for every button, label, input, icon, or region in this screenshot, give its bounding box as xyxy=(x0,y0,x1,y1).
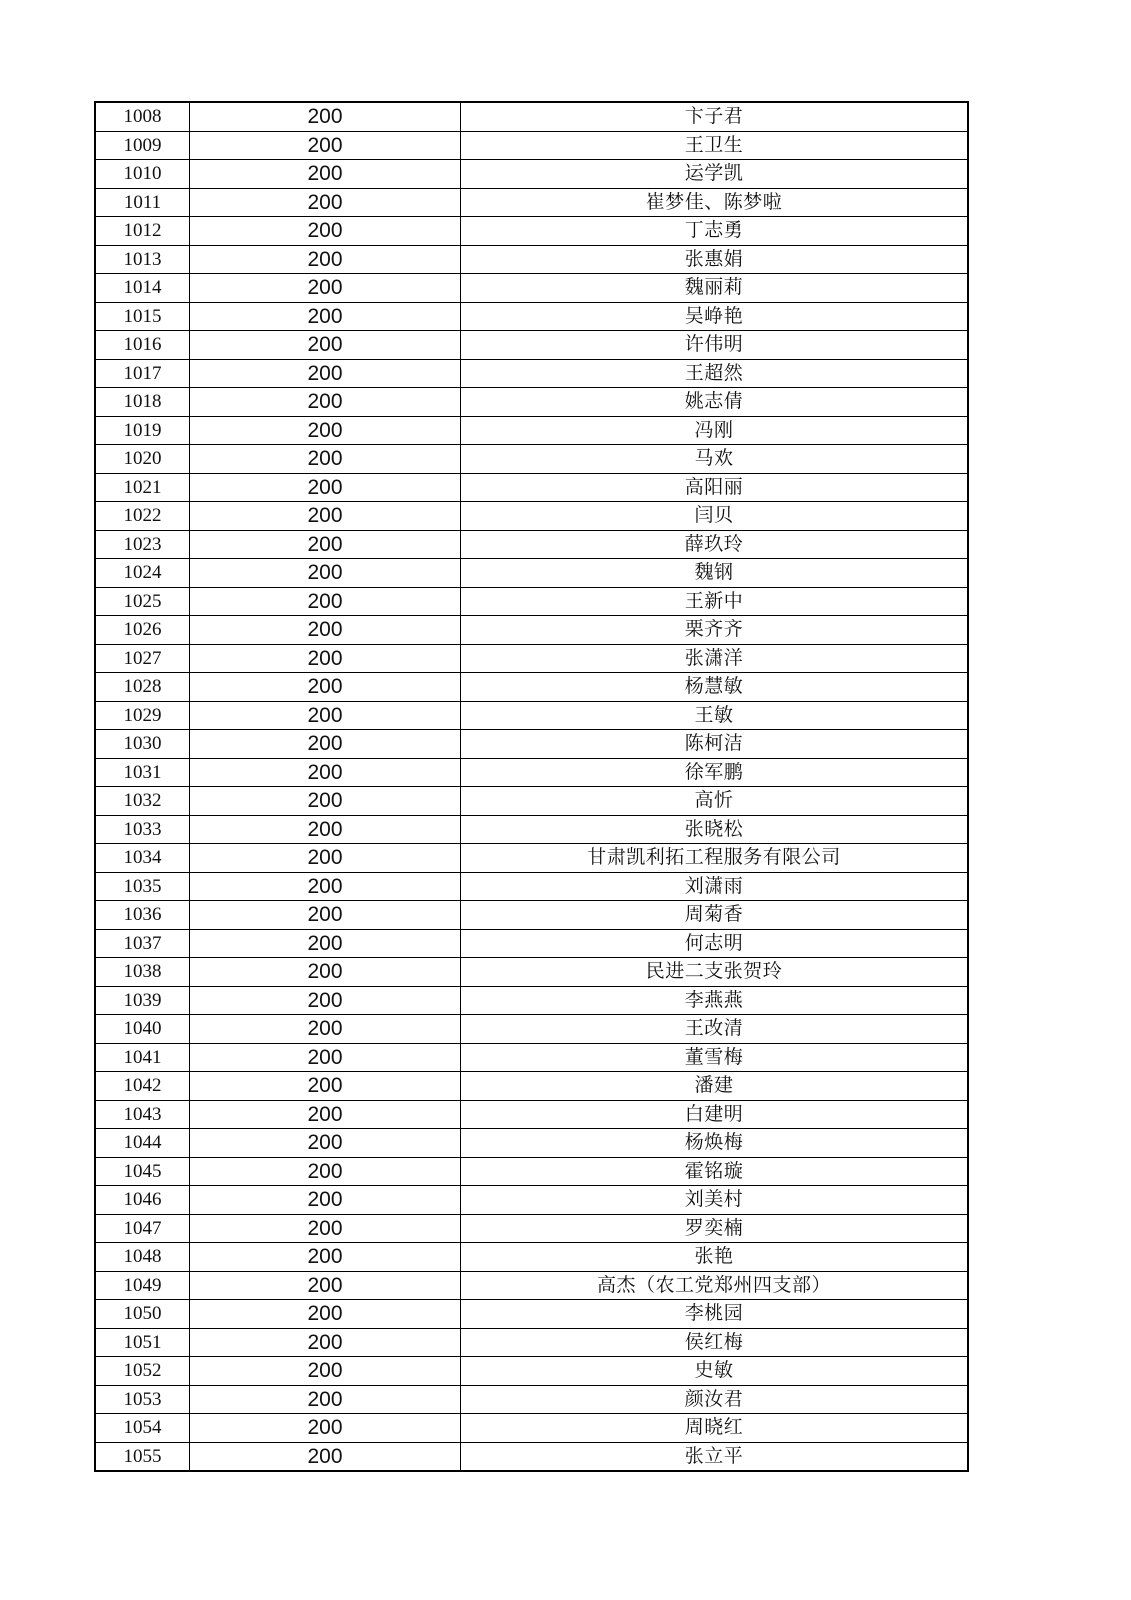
row-number-cell: 1025 xyxy=(95,587,190,616)
donor-name-cell: 薛玖玲 xyxy=(461,530,969,559)
donor-name-cell: 崔梦佳、陈梦啦 xyxy=(461,188,969,217)
table-row xyxy=(95,217,968,246)
table-row xyxy=(95,1300,968,1329)
amount-cell: 200 xyxy=(190,701,461,730)
row-number-cell: 1035 xyxy=(95,872,190,901)
amount-cell: 200 xyxy=(190,473,461,502)
donor-name-cell: 白建明 xyxy=(461,1100,969,1129)
amount-cell: 200 xyxy=(190,1300,461,1329)
donor-name-cell: 张惠娟 xyxy=(461,245,969,274)
donation-table xyxy=(94,101,969,1472)
amount-cell: 200 xyxy=(190,331,461,360)
donor-name-cell: 陈柯洁 xyxy=(461,730,969,759)
table-row xyxy=(95,1271,968,1300)
row-number-cell: 1043 xyxy=(95,1100,190,1129)
table-row xyxy=(95,131,968,160)
row-number-cell: 1040 xyxy=(95,1015,190,1044)
row-number-cell: 1044 xyxy=(95,1129,190,1158)
amount-cell: 200 xyxy=(190,730,461,759)
row-number-cell: 1047 xyxy=(95,1214,190,1243)
row-number-cell: 1009 xyxy=(95,131,190,160)
donor-name-cell: 张艳 xyxy=(461,1243,969,1272)
donor-name-cell: 王卫生 xyxy=(461,131,969,160)
row-number-cell: 1030 xyxy=(95,730,190,759)
row-number-cell: 1033 xyxy=(95,815,190,844)
amount-cell: 200 xyxy=(190,815,461,844)
donor-name-cell: 李燕燕 xyxy=(461,986,969,1015)
row-number-cell: 1049 xyxy=(95,1271,190,1300)
donor-name-cell: 许伟明 xyxy=(461,331,969,360)
table-row xyxy=(95,587,968,616)
table-body xyxy=(95,102,968,1471)
row-number-cell: 1038 xyxy=(95,958,190,987)
amount-cell: 200 xyxy=(190,1243,461,1272)
row-number-cell: 1052 xyxy=(95,1357,190,1386)
row-number-cell: 1032 xyxy=(95,787,190,816)
row-number-cell: 1048 xyxy=(95,1243,190,1272)
table-row xyxy=(95,302,968,331)
table-row xyxy=(95,730,968,759)
table-row xyxy=(95,559,968,588)
table-row xyxy=(95,1214,968,1243)
amount-cell: 200 xyxy=(190,445,461,474)
donor-name-cell: 高杰（农工党郑州四支部） xyxy=(461,1271,969,1300)
donor-name-cell: 刘潇雨 xyxy=(461,872,969,901)
amount-cell: 200 xyxy=(190,1271,461,1300)
table-row xyxy=(95,245,968,274)
donor-name-cell: 周菊香 xyxy=(461,901,969,930)
table-row xyxy=(95,1243,968,1272)
donor-name-cell: 运学凯 xyxy=(461,160,969,189)
donor-name-cell: 刘美村 xyxy=(461,1186,969,1215)
donor-name-cell: 李桃园 xyxy=(461,1300,969,1329)
table-row xyxy=(95,815,968,844)
table-row xyxy=(95,644,968,673)
table-row xyxy=(95,758,968,787)
donor-name-cell: 高阳丽 xyxy=(461,473,969,502)
amount-cell: 200 xyxy=(190,559,461,588)
donor-name-cell: 杨慧敏 xyxy=(461,673,969,702)
donor-name-cell: 姚志倩 xyxy=(461,388,969,417)
row-number-cell: 1050 xyxy=(95,1300,190,1329)
table-row xyxy=(95,1043,968,1072)
amount-cell: 200 xyxy=(190,1385,461,1414)
row-number-cell: 1023 xyxy=(95,530,190,559)
donor-name-cell: 张晓松 xyxy=(461,815,969,844)
row-number-cell: 1027 xyxy=(95,644,190,673)
row-number-cell: 1011 xyxy=(95,188,190,217)
donor-name-cell: 丁志勇 xyxy=(461,217,969,246)
amount-cell: 200 xyxy=(190,302,461,331)
row-number-cell: 1018 xyxy=(95,388,190,417)
amount-cell: 200 xyxy=(190,587,461,616)
table-row xyxy=(95,787,968,816)
amount-cell: 200 xyxy=(190,188,461,217)
row-number-cell: 1012 xyxy=(95,217,190,246)
amount-cell: 200 xyxy=(190,844,461,873)
amount-cell: 200 xyxy=(190,1100,461,1129)
donor-name-cell: 侯红梅 xyxy=(461,1328,969,1357)
table-row xyxy=(95,1129,968,1158)
donor-name-cell: 张潇洋 xyxy=(461,644,969,673)
table-row xyxy=(95,1100,968,1129)
donor-name-cell: 霍铭璇 xyxy=(461,1157,969,1186)
donor-name-cell: 闫贝 xyxy=(461,502,969,531)
amount-cell: 200 xyxy=(190,1414,461,1443)
amount-cell: 200 xyxy=(190,102,461,131)
donor-name-cell: 高忻 xyxy=(461,787,969,816)
table-row xyxy=(95,844,968,873)
row-number-cell: 1021 xyxy=(95,473,190,502)
donor-name-cell: 张立平 xyxy=(461,1442,969,1471)
amount-cell: 200 xyxy=(190,245,461,274)
donor-name-cell: 何志明 xyxy=(461,929,969,958)
table-row xyxy=(95,160,968,189)
amount-cell: 200 xyxy=(190,1157,461,1186)
donor-name-cell: 王敏 xyxy=(461,701,969,730)
donor-name-cell: 魏钢 xyxy=(461,559,969,588)
donor-name-cell: 颜汝君 xyxy=(461,1385,969,1414)
table-row xyxy=(95,331,968,360)
donor-name-cell: 周晓红 xyxy=(461,1414,969,1443)
amount-cell: 200 xyxy=(190,986,461,1015)
donor-name-cell: 王新中 xyxy=(461,587,969,616)
donor-name-cell: 潘建 xyxy=(461,1072,969,1101)
amount-cell: 200 xyxy=(190,388,461,417)
amount-cell: 200 xyxy=(190,1129,461,1158)
donor-name-cell: 罗奕楠 xyxy=(461,1214,969,1243)
row-number-cell: 1053 xyxy=(95,1385,190,1414)
table-row xyxy=(95,416,968,445)
row-number-cell: 1054 xyxy=(95,1414,190,1443)
row-number-cell: 1022 xyxy=(95,502,190,531)
row-number-cell: 1014 xyxy=(95,274,190,303)
table-row xyxy=(95,1442,968,1471)
row-number-cell: 1034 xyxy=(95,844,190,873)
amount-cell: 200 xyxy=(190,1072,461,1101)
table-row xyxy=(95,473,968,502)
amount-cell: 200 xyxy=(190,929,461,958)
row-number-cell: 1016 xyxy=(95,331,190,360)
amount-cell: 200 xyxy=(190,872,461,901)
donor-name-cell: 冯刚 xyxy=(461,416,969,445)
table-row xyxy=(95,1357,968,1386)
donor-name-cell: 栗齐齐 xyxy=(461,616,969,645)
table-row xyxy=(95,502,968,531)
table-row xyxy=(95,872,968,901)
row-number-cell: 1010 xyxy=(95,160,190,189)
row-number-cell: 1041 xyxy=(95,1043,190,1072)
row-number-cell: 1037 xyxy=(95,929,190,958)
donor-name-cell: 卞子君 xyxy=(461,102,969,131)
table-row xyxy=(95,986,968,1015)
amount-cell: 200 xyxy=(190,901,461,930)
donor-name-cell: 王超然 xyxy=(461,359,969,388)
amount-cell: 200 xyxy=(190,758,461,787)
row-number-cell: 1020 xyxy=(95,445,190,474)
row-number-cell: 1029 xyxy=(95,701,190,730)
row-number-cell: 1024 xyxy=(95,559,190,588)
donor-name-cell: 马欢 xyxy=(461,445,969,474)
amount-cell: 200 xyxy=(190,1328,461,1357)
row-number-cell: 1036 xyxy=(95,901,190,930)
table-row xyxy=(95,359,968,388)
amount-cell: 200 xyxy=(190,359,461,388)
amount-cell: 200 xyxy=(190,1214,461,1243)
row-number-cell: 1013 xyxy=(95,245,190,274)
table-row xyxy=(95,673,968,702)
amount-cell: 200 xyxy=(190,958,461,987)
table-row xyxy=(95,1328,968,1357)
donor-name-cell: 魏丽莉 xyxy=(461,274,969,303)
donor-name-cell: 吴峥艳 xyxy=(461,302,969,331)
table-row xyxy=(95,929,968,958)
amount-cell: 200 xyxy=(190,1015,461,1044)
row-number-cell: 1031 xyxy=(95,758,190,787)
row-number-cell: 1055 xyxy=(95,1442,190,1471)
row-number-cell: 1026 xyxy=(95,616,190,645)
row-number-cell: 1046 xyxy=(95,1186,190,1215)
row-number-cell: 1039 xyxy=(95,986,190,1015)
table-row xyxy=(95,102,968,131)
table-row xyxy=(95,1186,968,1215)
table-row xyxy=(95,1414,968,1443)
table-row xyxy=(95,274,968,303)
amount-cell: 200 xyxy=(190,1043,461,1072)
amount-cell: 200 xyxy=(190,274,461,303)
table-row xyxy=(95,388,968,417)
donor-name-cell: 王改清 xyxy=(461,1015,969,1044)
amount-cell: 200 xyxy=(190,217,461,246)
row-number-cell: 1008 xyxy=(95,102,190,131)
donor-name-cell: 甘肃凯利拓工程服务有限公司 xyxy=(461,844,969,873)
table-row xyxy=(95,701,968,730)
donor-name-cell: 杨焕梅 xyxy=(461,1129,969,1158)
donor-name-cell: 史敏 xyxy=(461,1357,969,1386)
row-number-cell: 1028 xyxy=(95,673,190,702)
table-row xyxy=(95,530,968,559)
table-row xyxy=(95,901,968,930)
table-row xyxy=(95,1015,968,1044)
amount-cell: 200 xyxy=(190,502,461,531)
donor-name-cell: 徐军鹏 xyxy=(461,758,969,787)
amount-cell: 200 xyxy=(190,1186,461,1215)
amount-cell: 200 xyxy=(190,787,461,816)
amount-cell: 200 xyxy=(190,673,461,702)
amount-cell: 200 xyxy=(190,160,461,189)
row-number-cell: 1015 xyxy=(95,302,190,331)
amount-cell: 200 xyxy=(190,616,461,645)
table-row xyxy=(95,1157,968,1186)
row-number-cell: 1045 xyxy=(95,1157,190,1186)
donor-name-cell: 民进二支张贺玲 xyxy=(461,958,969,987)
table-row xyxy=(95,188,968,217)
amount-cell: 200 xyxy=(190,416,461,445)
row-number-cell: 1019 xyxy=(95,416,190,445)
table-row xyxy=(95,445,968,474)
row-number-cell: 1051 xyxy=(95,1328,190,1357)
table-row xyxy=(95,616,968,645)
table-row xyxy=(95,1072,968,1101)
amount-cell: 200 xyxy=(190,644,461,673)
donor-name-cell: 董雪梅 xyxy=(461,1043,969,1072)
amount-cell: 200 xyxy=(190,131,461,160)
amount-cell: 200 xyxy=(190,1442,461,1471)
row-number-cell: 1042 xyxy=(95,1072,190,1101)
amount-cell: 200 xyxy=(190,1357,461,1386)
table-row xyxy=(95,958,968,987)
table-row xyxy=(95,1385,968,1414)
row-number-cell: 1017 xyxy=(95,359,190,388)
amount-cell: 200 xyxy=(190,530,461,559)
